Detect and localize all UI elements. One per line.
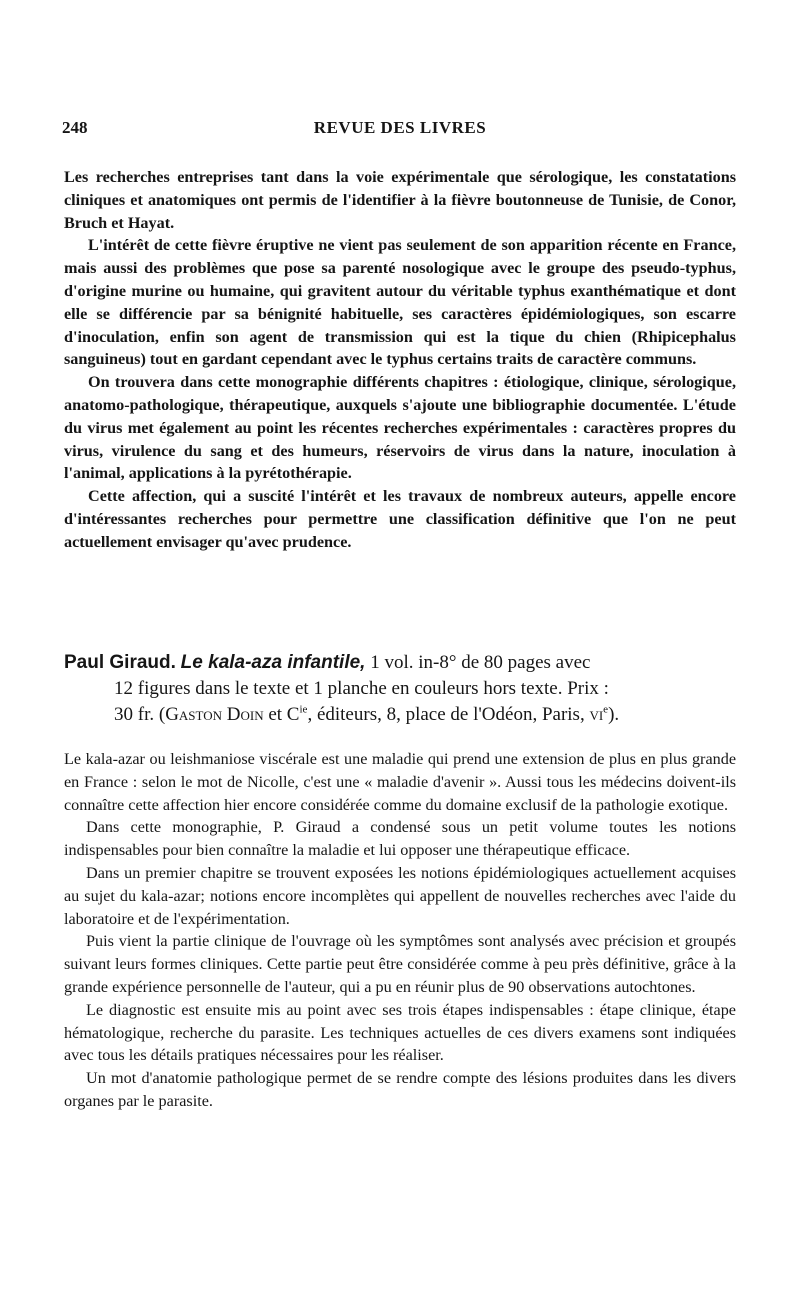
entry-details-1: 1 vol. in-8° de 80 pages avec — [370, 652, 591, 673]
paragraph: Un mot d'anatomie pathologique permet de se rendre compte des lésions produites dans les divers organes par le parasite. — [64, 1069, 736, 1110]
entry-author: Paul Giraud. — [64, 652, 176, 673]
paragraph: Le kala-azar ou leishmaniose viscérale est une maladie qui prend une extension de plus en plus grande en France : selon le mot de Nicolle, c'est une « maladie d'avenir ». Aussi tous les médecins doivent-ils connaître cette affection hier encore considérée comme du domaine exclusif de la pathologie exotique. — [64, 750, 736, 814]
superscript-e: e — [603, 703, 609, 716]
paragraph: Les recherches entreprises tant dans la voie expérimentale que sérologique, les constatations cliniques et anatomiques ont permis de l'identifier à la fièvre boutonneuse de Tunisie, de Conor, Bruch et Hayat. — [64, 168, 736, 232]
entry-title: Le kala-aza infantile, — [180, 652, 366, 673]
paragraph: Cette affection, qui a suscité l'intérêt et les travaux de nombreux auteurs, appelle encore d'intéressantes recherches pour permettre une classification définitive que l'on ne peut actuellement envisager qu'avec prudence. — [64, 487, 736, 551]
page-header — [62, 118, 738, 146]
entry-address: , éditeurs, 8, place de l'Odéon, Paris, — [307, 704, 590, 725]
entry-publisher: Gaston Doin — [165, 704, 264, 725]
page-number: 248 — [62, 118, 88, 137]
paragraph: On trouvera dans cette monographie différents chapitres : étiologique, clinique, sérologique, anatomo-pathologique, thérapeutique, auxquels s'ajoute une bibliographie documentée. L'étude du virus met également au point les récentes recherches expérimentales : caractères propres du virus, virulence du sang et des humeurs, réservoirs de virus dans la nature, inoculation à l'animal, applications à la pyrétothérapie. — [64, 373, 736, 483]
review-1-text — [64, 166, 736, 554]
paragraph: Dans cette monographie, P. Giraud a condensé sous un petit volume toutes les notions indispensables pour bien connaître la maladie et lui opposer une thérapeutique efficace. — [64, 818, 736, 860]
entry-line-3 — [64, 702, 736, 728]
paragraph: L'intérêt de cette fièvre éruptive ne vient pas seulement de son apparition récente en France, mais aussi des problèmes que pose sa parenté nosologique avec le groupe des pseudo-typhus, d'origine murine ou humaine, qui gravitent autour du véritable typhus exanthématique et dont elle se différencie par sa bénignité habituelle, ses caractères épidémiologiques, son escarre d'inoculation, enfin son agent de transmission qui est la tique du chien (Rhipicephalus sanguineus) tout en gardant cependant avec le typhus certains traits de caractère communs. — [64, 236, 736, 369]
review-2-text — [64, 748, 736, 1113]
book-entry — [64, 650, 736, 728]
entry-close: ). — [608, 704, 620, 725]
entry-publisher-co: et C — [263, 704, 300, 725]
running-title: REVUE DES LIVRES — [313, 118, 487, 137]
entry-price: 30 fr. ( — [114, 704, 166, 725]
entry-line-2: 12 figures dans le texte et 1 planche en couleurs hors texte. Prix : — [114, 678, 609, 699]
superscript-ie: ie — [299, 703, 308, 716]
paragraph: Puis vient la partie clinique de l'ouvrage où les symptômes sont analysés avec précision et groupés suivant leurs formes cliniques. Cette partie peut être considérée comme à peu près définitive, grâce à la grande expérience personnelle de l'auteur, qui a pu en réunir plus de 90 observations autochtones. — [64, 932, 736, 996]
entry-line-1 — [64, 650, 736, 676]
paragraph: Le diagnostic est ensuite mis au point avec ses trois étapes indispensables : étape clinique, étape hématologique, recherche du parasite. Les techniques actuelles de ces divers examens sont indiquées avec tous les détails pratiques nécessaires pour les réaliser. — [64, 1000, 736, 1065]
paragraph: Dans un premier chapitre se trouvent exposées les notions épidémiologiques actuellement acquises au sujet du kala-azar; notions encore incomplètes qui appellent de nouvelles recherches avec l'aide du laboratoire et de l'expérimentation. — [64, 863, 736, 928]
entry-arrondissement: vi — [589, 704, 604, 725]
